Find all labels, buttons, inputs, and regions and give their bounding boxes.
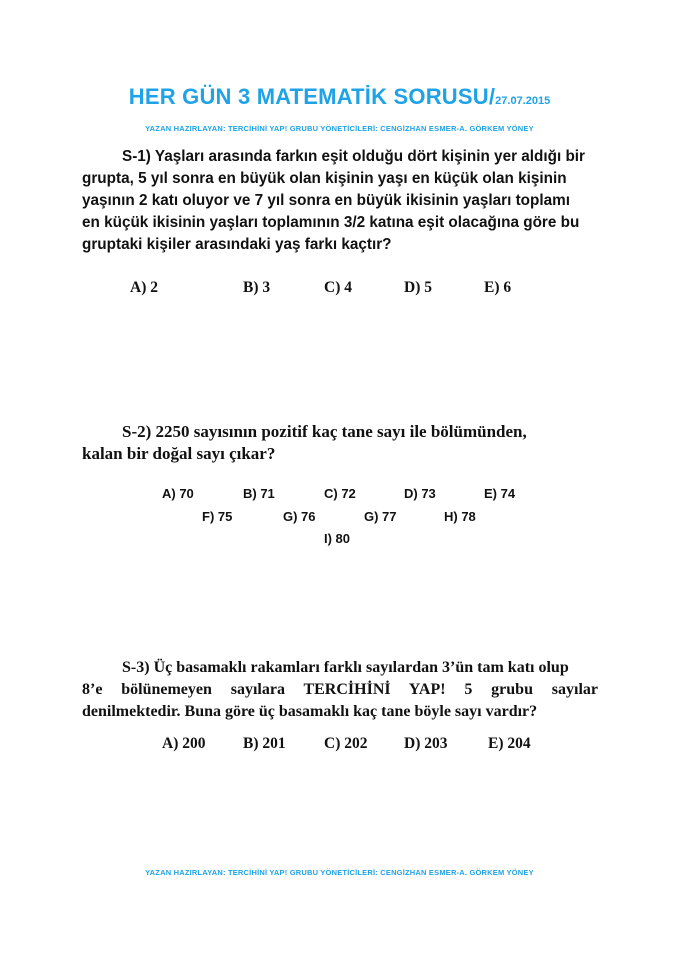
q2-option-a: A) 70 [162, 486, 194, 501]
title-text: HER GÜN 3 MATEMATİK SORUSU/ [128, 84, 496, 109]
q3-option-c: C) 202 [324, 735, 368, 752]
q2-option-b: B) 71 [243, 486, 275, 501]
q3-option-e: E) 204 [488, 735, 531, 752]
header-byline: YAZAN HAZIRLAYAN: TERCİHİNİ YAP! GRUBU YÖNETİCİLERİ: CENGİZHAN ESMER-A. GÖRKEM YÖNEY [145, 124, 534, 133]
q3-option-a: A) 200 [162, 735, 206, 752]
question-2-line: kalan bir doğal sayı çıkar? [82, 444, 276, 463]
footer-byline: YAZAN HAZIRLAYAN: TERCİHİNİ YAP! GRUBU YÖNETİCİLERİ: CENGİZHAN ESMER-A. GÖRKEM YÖNEY [145, 868, 534, 877]
question-1-line: gruptaki kişiler arasındaki yaş farkı kaçtır? [82, 236, 392, 253]
question-1-line: grupta, 5 yıl sonra en büyük olan kişinin yaşı en küçük olan kişinin [82, 170, 567, 187]
q2-option-i: I) 80 [324, 531, 351, 546]
question-1-text [82, 146, 598, 256]
q2-option-g2: G) 77 [364, 509, 397, 524]
q1-option-d: D) 5 [404, 279, 432, 296]
question-1-label: S-1) [122, 148, 151, 165]
question-2-label: S-2) [122, 422, 152, 441]
question-3-line: denilmektedir. Buna göre üç basamaklı kaç tane böyle sayı vardır? [82, 703, 538, 720]
question-2-text [82, 421, 598, 465]
q2-option-g: G) 76 [283, 509, 316, 524]
q1-option-b: B) 3 [243, 279, 271, 296]
page-title [0, 84, 679, 110]
q3-option-d: D) 203 [404, 735, 448, 752]
question-1-line: en küçük ikisinin yaşları toplamının 3/2 katına eşit olacağına göre bu [82, 214, 580, 231]
question-3-line: Üç basamaklı rakamları farklı sayılardan 3’ün tam katı olup [149, 659, 569, 676]
q1-option-a: A) 2 [130, 279, 158, 296]
q2-option-c: C) 72 [324, 486, 356, 501]
q1-option-c: C) 4 [324, 279, 352, 296]
q2-option-f: F) 75 [202, 509, 233, 524]
question-3-label: S-3) [122, 659, 150, 676]
q2-option-h: H) 78 [444, 509, 476, 524]
q2-option-e: E) 74 [484, 486, 516, 501]
question-1-line: yaşının 2 katı oluyor ve 7 yıl sonra en büyük ikisinin yaşları toplamı [82, 192, 570, 209]
question-3-text [82, 657, 598, 723]
q1-option-e: E) 6 [484, 279, 512, 296]
title-date: 27.07.2015 [495, 95, 551, 107]
question-3-line: 8’e bölünemeyen sayılara TERCİHİNİ YAP! 5 grubu sayılar [82, 681, 598, 698]
q3-option-b: B) 201 [243, 735, 286, 752]
question-1-line: Yaşları arasında farkın eşit olduğu dört kişinin yer aldığı bir [150, 148, 586, 165]
question-2-line: 2250 sayısının pozitif kaç tane sayı ile bölümünden, [151, 422, 527, 441]
q2-option-d: D) 73 [404, 486, 436, 501]
